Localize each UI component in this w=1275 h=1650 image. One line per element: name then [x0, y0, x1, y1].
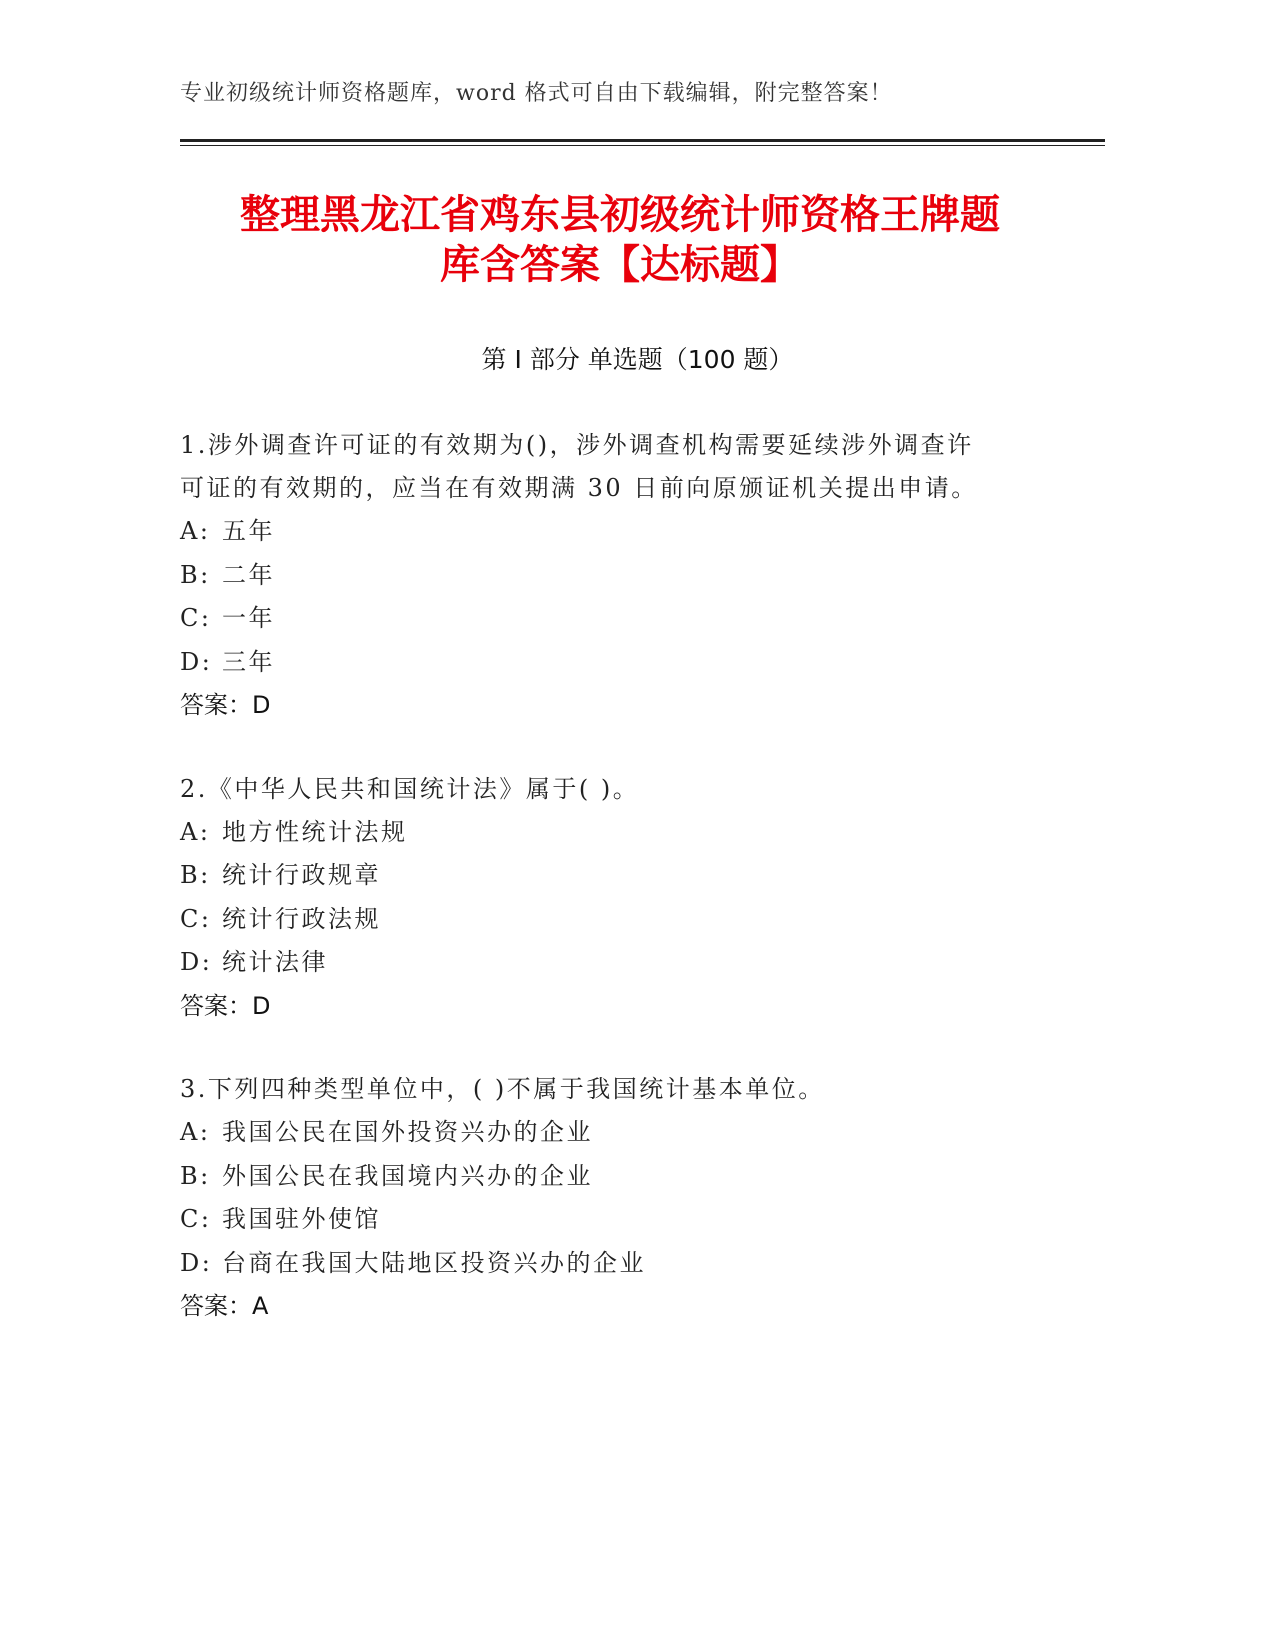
question-stem-line: 可证的有效期的，应当在有效期满 30 日前向原颁证机关提出申请。 [180, 474, 978, 502]
question-2 [180, 768, 1060, 1029]
answer-line: 答案：D [180, 691, 271, 719]
question-list [180, 424, 1060, 1369]
question-stem [180, 1068, 1060, 1111]
page-title [150, 190, 1090, 290]
option-text: 一年 [222, 604, 275, 632]
header-note: 专业初级统计师资格题库，word 格式可自由下载编辑，附完整答案！ [180, 81, 893, 106]
option-c [180, 1198, 1060, 1242]
option-text: 统计行政规章 [222, 861, 381, 889]
question-3 [180, 1068, 1060, 1329]
option-key: A: [180, 817, 211, 846]
option-b [180, 1155, 1060, 1199]
header-divider-thin [180, 145, 1105, 146]
page-title-line-2: 库含答案【达标题】 [440, 242, 800, 288]
option-key: D: [180, 647, 213, 676]
option-key: D: [180, 1248, 213, 1277]
option-text: 五年 [222, 517, 275, 545]
question-stem [180, 424, 1060, 510]
option-text: 我国公民在国外投资兴办的企业 [222, 1118, 593, 1146]
option-a [180, 1111, 1060, 1155]
option-c [180, 898, 1060, 942]
answer-line: 答案：D [180, 991, 271, 1020]
question-stem-line: 1.涉外调查许可证的有效期为()，涉外调查机构需要延续涉外调查许 [180, 431, 974, 459]
option-b [180, 854, 1060, 898]
option-key: B: [180, 1161, 211, 1190]
option-key: C: [180, 1205, 212, 1233]
option-key: A: [180, 517, 211, 545]
header-divider-thick [180, 139, 1105, 142]
section-heading: 第 I 部分 单选题（100 题） [481, 345, 794, 374]
option-c [180, 597, 1060, 641]
option-text: 统计行政法规 [222, 904, 381, 933]
option-key: A: [180, 1118, 211, 1146]
option-text: 外国公民在我国境内兴办的企业 [222, 1161, 593, 1190]
option-a [180, 510, 1060, 554]
question-1 [180, 424, 1060, 728]
option-text: 我国驻外使馆 [222, 1205, 381, 1233]
option-text: 二年 [222, 560, 275, 589]
question-stem-line: 3.下列四种类型单位中，( )不属于我国统计基本单位。 [180, 1075, 825, 1103]
question-stem [180, 768, 1060, 811]
option-a [180, 811, 1060, 855]
option-key: B: [180, 861, 211, 889]
answer-line: 答案：A [180, 1292, 269, 1320]
option-key: C: [180, 904, 212, 933]
option-b [180, 554, 1060, 598]
option-d [180, 641, 1060, 685]
page-title-line-1: 整理黑龙江省鸡东县初级统计师资格王牌题 [240, 192, 1000, 238]
option-key: D: [180, 948, 213, 976]
option-d [180, 1242, 1060, 1286]
option-key: B: [180, 560, 211, 589]
option-text: 台商在我国大陆地区投资兴办的企业 [222, 1248, 646, 1277]
option-text: 统计法律 [222, 948, 328, 976]
option-text: 地方性统计法规 [222, 817, 408, 846]
question-stem-line: 2.《中华人民共和国统计法》属于( )。 [180, 774, 640, 803]
option-d [180, 941, 1060, 985]
option-text: 三年 [222, 647, 275, 676]
option-key: C: [180, 604, 212, 632]
